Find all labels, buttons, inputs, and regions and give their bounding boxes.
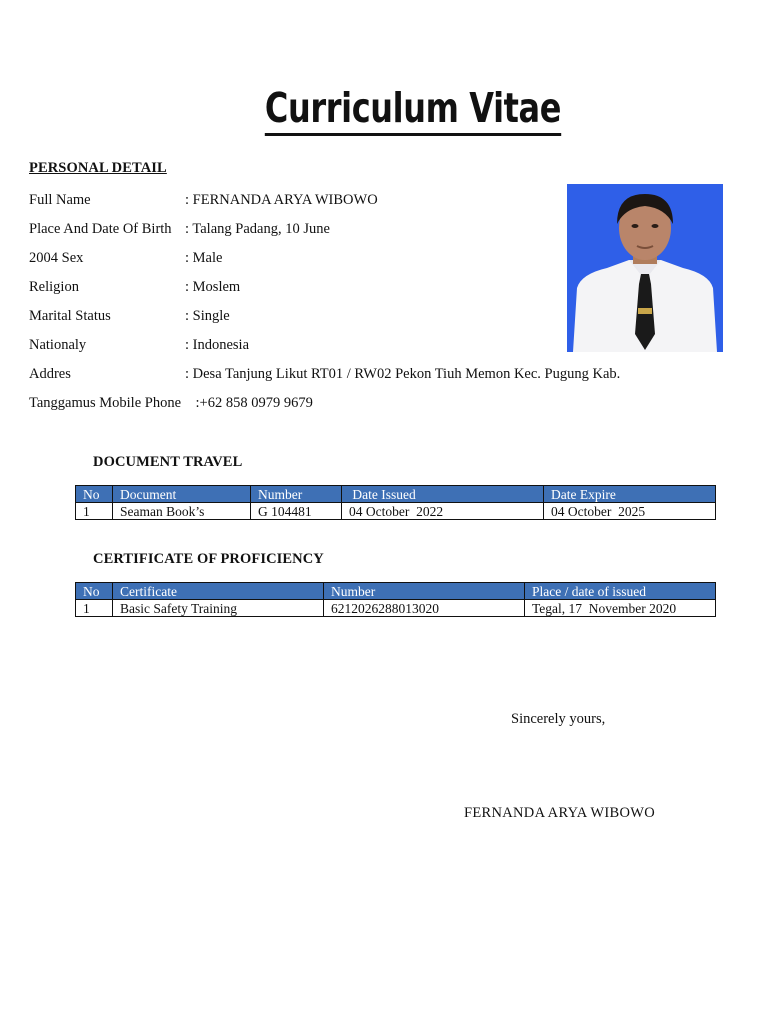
detail-row-birth [29,221,330,238]
detail-label: Place And Date Of Birth [29,221,172,237]
signature-name: FERNANDA ARYA WIBOWO [464,805,656,821]
table-cell: G 104481 [251,503,342,520]
column-header: No [76,486,113,503]
person-portrait-icon [567,184,723,352]
table-cell: 04 October 2025 [544,503,716,520]
column-header: Date Issued [342,486,544,503]
table-header-row [76,583,716,600]
document-travel-heading: DOCUMENT TRAVEL [93,454,243,470]
detail-row-sex [29,250,222,267]
detail-value: : Male [185,250,223,266]
profile-photo [567,184,723,352]
detail-label: Full Name [29,192,91,208]
column-header: Number [251,486,342,503]
table-row [76,503,716,520]
detail-value: : FERNANDA ARYA WIBOWO [185,192,378,208]
certificate-table [75,582,716,617]
certificate-heading: CERTIFICATE OF PROFICIENCY [93,551,324,567]
column-header: No [76,583,113,600]
detail-row-full-name [29,192,378,209]
table-cell: Basic Safety Training [113,600,324,617]
closing-text: Sincerely yours, [511,711,606,727]
table-cell: Tegal, 17 November 2020 [525,600,716,617]
detail-label: Addres [29,366,71,382]
detail-value: : Talang Padang, 10 June [185,221,330,237]
detail-label: 2004 Sex [29,250,84,266]
detail-label: Marital Status [29,308,111,324]
table-cell: 1 [76,600,113,617]
detail-row-marital-status [29,308,230,325]
column-header: Certificate [113,583,324,600]
table-header-row [76,486,716,503]
table-cell: 6212026288013020 [324,600,525,617]
page-title: Curriculum Vitae [91,84,735,132]
column-header: Date Expire [544,486,716,503]
table-cell: 1 [76,503,113,520]
personal-detail-heading: PERSONAL DETAIL [29,160,167,176]
document-travel-table [75,485,716,520]
detail-row-address [29,366,620,383]
detail-label: Religion [29,279,79,295]
detail-value: : Indonesia [185,337,250,353]
table-cell: 04 October 2022 [342,503,544,520]
detail-value: : Single [185,308,230,324]
detail-row-nationality [29,337,249,354]
table-cell: Seaman Book’s [113,503,251,520]
table-row [76,600,716,617]
detail-label: Nationaly [29,337,87,353]
detail-row-religion [29,279,240,296]
column-header: Place / date of issued [525,583,716,600]
column-header: Document [113,486,251,503]
column-header: Number [324,583,525,600]
detail-row-phone: Tanggamus Mobile Phone :+62 858 0979 9679 [29,395,313,411]
detail-value: : Desa Tanjung Likut RT01 / RW02 Pekon Tiuh Memon Kec. Pugung Kab. [185,366,621,382]
detail-value: : Moslem [185,279,241,295]
